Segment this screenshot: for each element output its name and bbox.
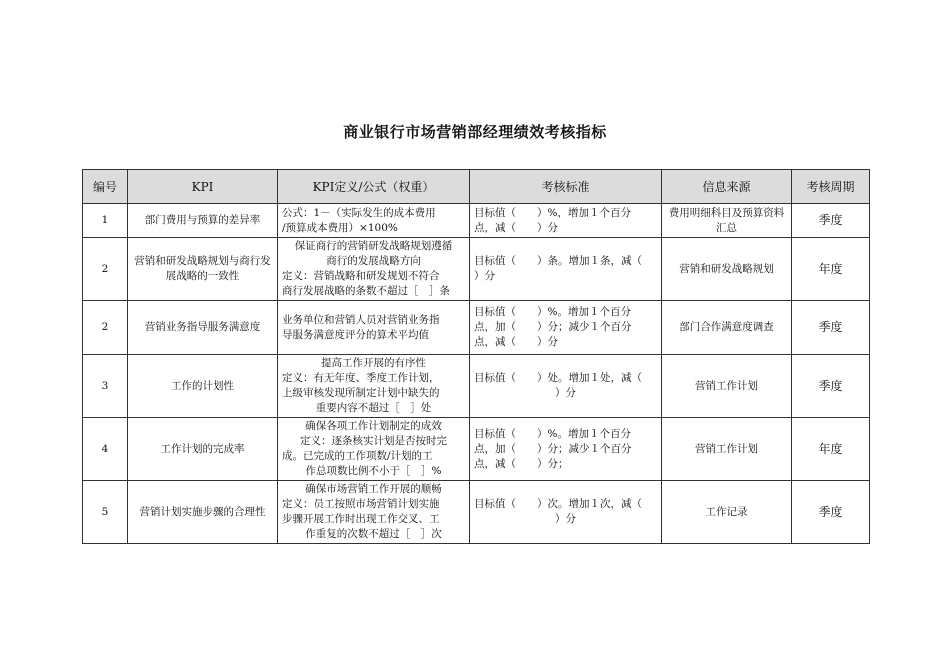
standard-line: 点，加（ ）分；减少１个百分: [474, 442, 632, 455]
definition-line: 提高工作开展的有序性: [321, 357, 426, 369]
definition-line: 定义：员工按照市场营销计划实施: [282, 498, 440, 510]
cell-no: 4: [83, 418, 128, 481]
cell-no: 1: [83, 204, 128, 238]
cell-kpi: 营销和研发战略规划与商行发展战略的一致性: [128, 238, 278, 301]
definition-line: 成。已完成的工作项数/计划的工: [282, 450, 433, 462]
cell-standard: [470, 418, 662, 481]
cell-period: 年度: [792, 238, 870, 301]
cell-standard: [470, 301, 662, 355]
definition-line: 确保市场营销工作开展的顺畅: [305, 483, 442, 495]
cell-kpi: 工作计划的完成率: [128, 418, 278, 481]
definition-line: 上级审核发现所制定计划中缺失的: [282, 387, 440, 399]
cell-no: 5: [83, 481, 128, 544]
cell-source: 营销工作计划: [662, 355, 792, 418]
standard-line: 点，减（ ）分: [474, 336, 558, 348]
standard-line: 目标值（ ）处。增加１处，减（: [474, 372, 642, 384]
definition-line: 重要内容不超过［ ］处: [315, 402, 432, 414]
standard-line: 目标值（ ）%，增加１个百分: [474, 206, 631, 219]
cell-period: 季度: [792, 355, 870, 418]
table-row: [83, 238, 870, 301]
header-no: 编号: [83, 170, 128, 204]
standard-line: 点，减（ ）分；: [474, 457, 569, 470]
cell-standard: [470, 481, 662, 544]
header-source: 信息来源: [662, 170, 792, 204]
cell-kpi: 部门费用与预算的差异率: [128, 204, 278, 238]
cell-definition: [278, 238, 470, 301]
definition-line: 作重复的次数不超过［ ］次: [305, 528, 442, 540]
definition-line: 公式：1－（实际发生的成本费用: [282, 206, 436, 219]
standard-line: 目标值（ ）%。增加１个百分: [474, 306, 631, 318]
table-row: [83, 204, 870, 238]
table-header-row: [83, 170, 870, 204]
definition-line: 作总项数比例不小于［ ］%: [305, 465, 442, 477]
cell-definition: [278, 355, 470, 418]
definition-line: /预算成本费用）×100%: [282, 221, 398, 234]
definition-line: 确保各项工作计划制定的成效: [305, 420, 442, 432]
cell-definition: [278, 204, 470, 238]
standard-line: ）分: [555, 513, 576, 525]
definition-line: 导服务满意度评分的算术平均值: [282, 328, 429, 341]
standard-line: 目标值（ ）条。增加１条，减（: [474, 255, 642, 267]
definition-line: 业务单位和营销人员对营销业务指: [282, 313, 440, 326]
definition-line: 保证商行的营销研发战略规划遵循: [294, 240, 453, 252]
cell-standard: [470, 355, 662, 418]
cell-no: 3: [83, 355, 128, 418]
standard-line: 目标值（ ）次。增加１次，减（: [474, 498, 642, 510]
cell-definition: [278, 418, 470, 481]
table-row: [83, 301, 870, 355]
cell-kpi: 营销计划实施步骤的合理性: [128, 481, 278, 544]
cell-source: 工作记录: [662, 481, 792, 544]
cell-period: 年度: [792, 418, 870, 481]
cell-kpi: 营销业务指导服务满意度: [128, 301, 278, 355]
cell-definition: [278, 481, 470, 544]
kpi-table: [82, 169, 870, 544]
table-row: [83, 355, 870, 418]
header-period: 考核周期: [792, 170, 870, 204]
definition-line: 定义：逐条核实计划是否按时完: [300, 435, 447, 447]
header-definition: KPI定义/公式（权重）: [278, 170, 470, 204]
definition-line: 定义：有无年度、季度工作计划，: [282, 372, 440, 384]
cell-no: 2: [83, 301, 128, 355]
cell-standard: [470, 204, 662, 238]
standard-line: 点，减（ ）分: [474, 221, 558, 234]
definition-line: 定义：营销战略和研发规划不符合: [282, 270, 440, 282]
cell-source: 费用明细科目及预算资料汇总: [662, 204, 792, 238]
cell-standard: [470, 238, 662, 301]
cell-source: 营销工作计划: [662, 418, 792, 481]
definition-line: 商行的发展战略方向: [326, 255, 421, 267]
cell-definition: [278, 301, 470, 355]
definition-line: 步骤开展工作时出现工作交叉、工: [282, 513, 440, 525]
standard-line: 点，加（ ）分；减少１个百分: [474, 321, 632, 333]
cell-kpi: 工作的计划性: [128, 355, 278, 418]
cell-no: 2: [83, 238, 128, 301]
header-standard: 考核标准: [470, 170, 662, 204]
table-row: [83, 481, 870, 544]
cell-period: 季度: [792, 204, 870, 238]
cell-source: 营销和研发战略规划: [662, 238, 792, 301]
table-row: [83, 418, 870, 481]
standard-line: ）分: [555, 387, 576, 399]
page-title: 商业银行市场营销部经理绩效考核指标: [343, 123, 607, 141]
cell-period: 季度: [792, 301, 870, 355]
definition-line: 商行发展战略的条数不超过［ ］条: [282, 285, 450, 297]
standard-line: ）分: [474, 270, 495, 282]
header-kpi: KPI: [128, 170, 278, 204]
cell-period: 季度: [792, 481, 870, 544]
standard-line: 目标值（ ）%。增加１个百分: [474, 427, 631, 440]
cell-source: 部门合作满意度调查: [662, 301, 792, 355]
